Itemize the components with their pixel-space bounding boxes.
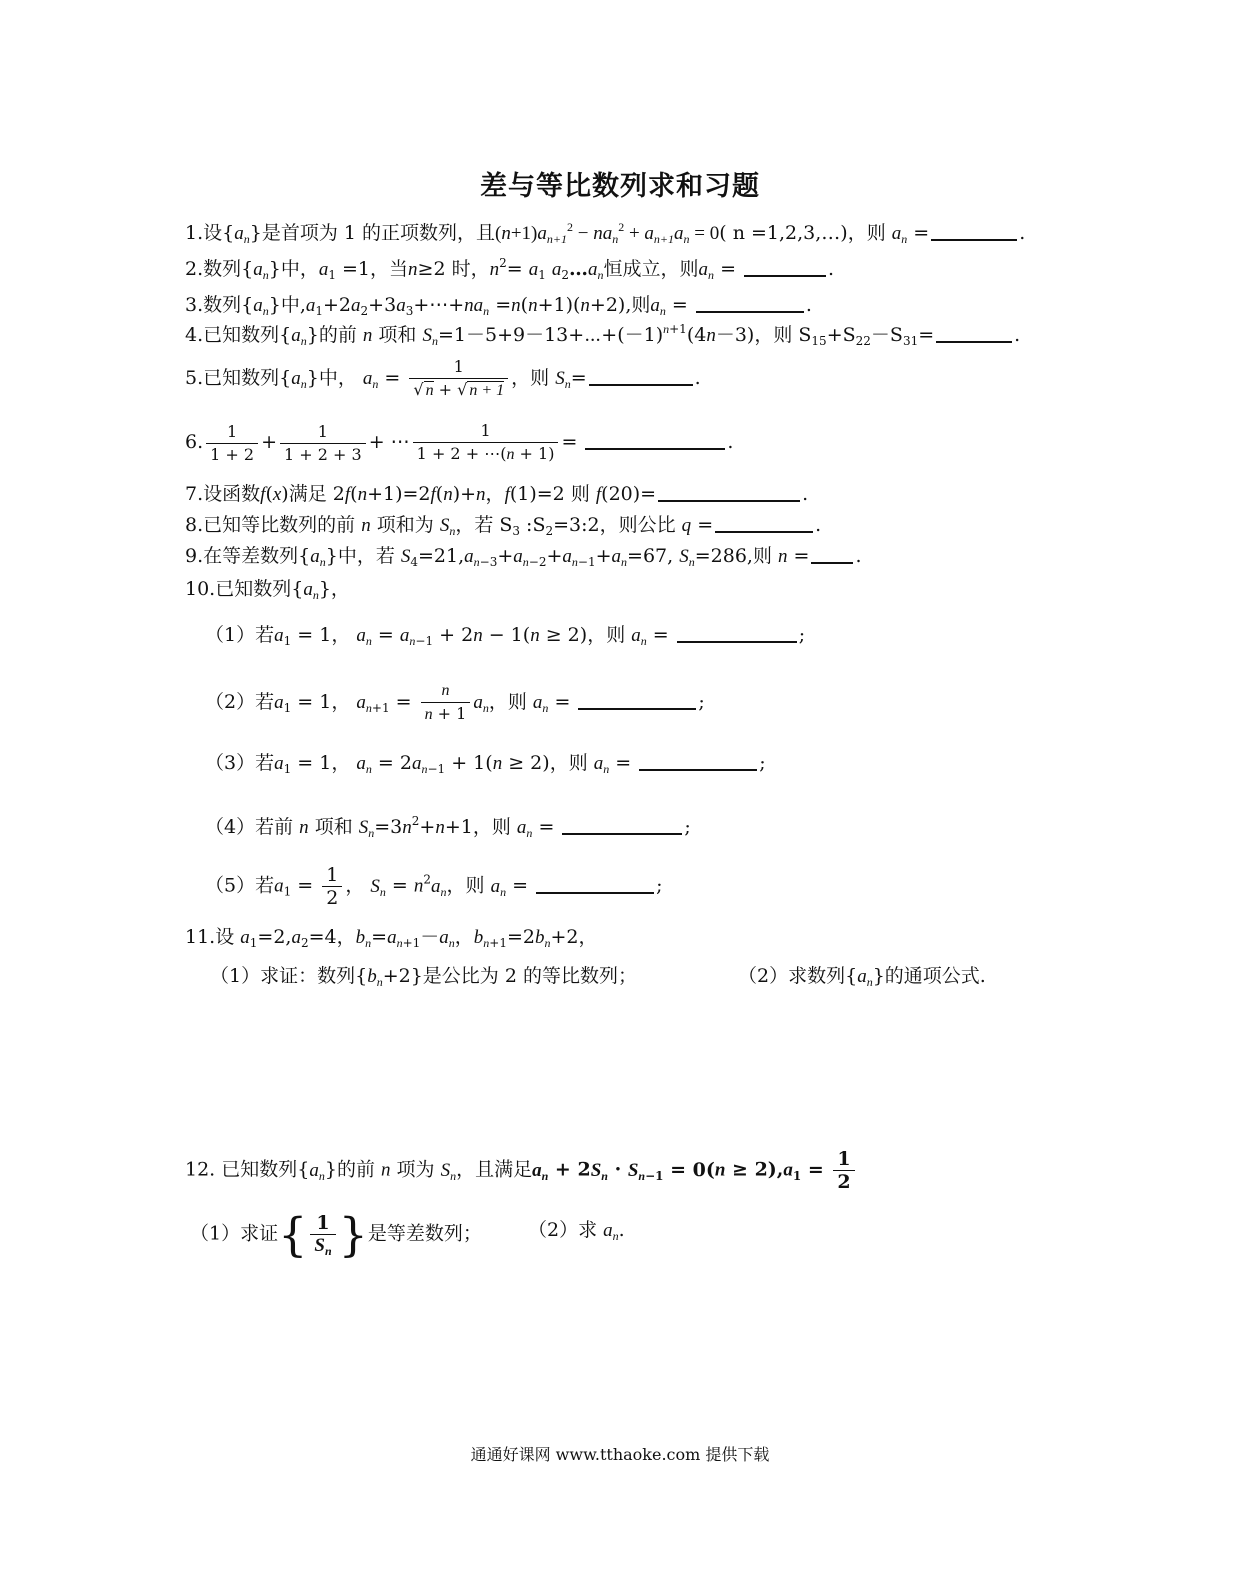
- answer-blank[interactable]: [562, 815, 682, 835]
- answer-blank[interactable]: [639, 751, 757, 771]
- question-6: 6. $\frac{1}{1 + 2}$ + $\frac{1}{1 + 2 + 3}$ + ⋯ $\frac{1}{1 + 2 + \cdots(n + 1)}$ = .: [185, 421, 734, 464]
- question-2: 2.数列$\{a_n\}$中，$a_1 =1$，当n≥2 时，$n^2= a_1$ $a_2\dots a_n$恒成立，则$a_n$ = .: [185, 256, 835, 282]
- question-10-part-1: （1）若$a_1 = 1$， $a_n = a_{n-1} + 2n - 1(n \ge 2)$，则 $a_n$ = ;: [205, 624, 806, 648]
- question-10-part-2: （2）若$a_1 = 1$， $a_{n+1}$ = $\frac{n}{n + 1}$ $a_n$，则 $a_n$ = ;: [205, 682, 705, 723]
- question-4: 4.已知数列$\{a_n\}$的前 n 项和 $S_n=1-5+9-13+\cdots+(-1)^{n+1}(4n-3)$，则 $S_{15}+S_{22}-S_{31}=$ .: [185, 322, 1021, 348]
- question-12-part-1: （1）求证{ $\frac{1}{S_n}$ }是等差数列；: [190, 1207, 482, 1262]
- answer-blank[interactable]: [589, 366, 693, 386]
- question-10-part-4: （4）若前 n 项和 $S_n=3n^2+n+1$，则 $a_n$ = ;: [205, 814, 691, 840]
- question-12-part-2: （2）求 $a_n$.: [528, 1219, 625, 1243]
- question-11-part-1: （1）求证：数列$\{b_n+2\}$是公比为 2 的等比数列；: [210, 965, 637, 989]
- answer-blank[interactable]: [744, 257, 826, 277]
- answer-blank[interactable]: [536, 874, 654, 894]
- question-10-part-3: （3）若$a_1 = 1$， $a_n = 2a_{n-1} + 1(n \ge 2)$，则 $a_n$ = ;: [205, 752, 766, 776]
- question-9: 9.在等差数列$\{a_n\}$中，若 $S_4=21,a_{n-3}+a_{n-2}+a_{n-1}+a_n=67$, $S_n=286$,则 n = .: [185, 545, 862, 569]
- answer-blank[interactable]: [585, 430, 725, 450]
- question-10: 10.已知数列$\{a_n\}$，: [185, 578, 350, 602]
- question-5: 5.已知数列$\{a_n\}$中， $a_n$ = $\frac{1}{√ n + √ n + 1}$ ，则 $S_n=$ .: [185, 356, 701, 402]
- question-3: 3.数列$\{a_n\}$中$,a_1+2a_2+3a_3+\cdots+na_n =n(n+1)(n+2)$,则$a_n$ = .: [185, 294, 812, 318]
- answer-blank[interactable]: [696, 293, 804, 313]
- answer-blank[interactable]: [658, 482, 800, 502]
- footer: 通通好课网 www.tthaoke.com 提供下载: [470, 1445, 770, 1464]
- answer-blank[interactable]: [931, 221, 1017, 241]
- answer-blank[interactable]: [677, 623, 797, 643]
- page-title: 差与等比数列求和习题: [480, 171, 760, 202]
- answer-blank[interactable]: [715, 513, 813, 533]
- question-11-part-2: （2）求数列$\{a_n\}$的通项公式.: [738, 965, 986, 989]
- question-7: 7.设函数f(x)满足 2f(n+1)=2f(n)+n，f(1)=2 则 f(20)= .: [185, 483, 809, 505]
- answer-blank[interactable]: [811, 544, 853, 564]
- question-1: 1.设$\{a_n\}$是首项为 1 的正项数列，且$(n+1)a_{n+1}^2 - na_n^2 + a_{n+1}a_n = 0$( n =1,2,3,…)，则 $a_n$ = .: [185, 220, 1026, 246]
- question-11: 11.设 $a_1=2,a_2=4$，$b_n=a_{n+1}-a_n$，$b_{n+1}=2b_n+2$，: [185, 926, 598, 950]
- question-10-part-5: （5）若$a_1$ = $\frac{1}{2}$ ， $S_n = n^2a_n$，则 $a_n$ = ;: [205, 864, 663, 909]
- fraction: $\frac{1}{√ n + √ n + 1}$: [409, 356, 508, 402]
- answer-blank[interactable]: [578, 690, 696, 710]
- question-12: 12. 已知数列$\{a_n\}$的前 n 项为 $S_n$，且满足$a_n + 2S_n \cdot S_{n-1} = 0(n \ge 2),a_1$ = $\frac{1}{2}$: [185, 1148, 858, 1193]
- question-8: 8.已知等比数列的前 n 项和为 $S_n$，若 $S_3$ $:S_2=3:2$，则公比 q = .: [185, 514, 822, 538]
- answer-blank[interactable]: [936, 323, 1012, 343]
